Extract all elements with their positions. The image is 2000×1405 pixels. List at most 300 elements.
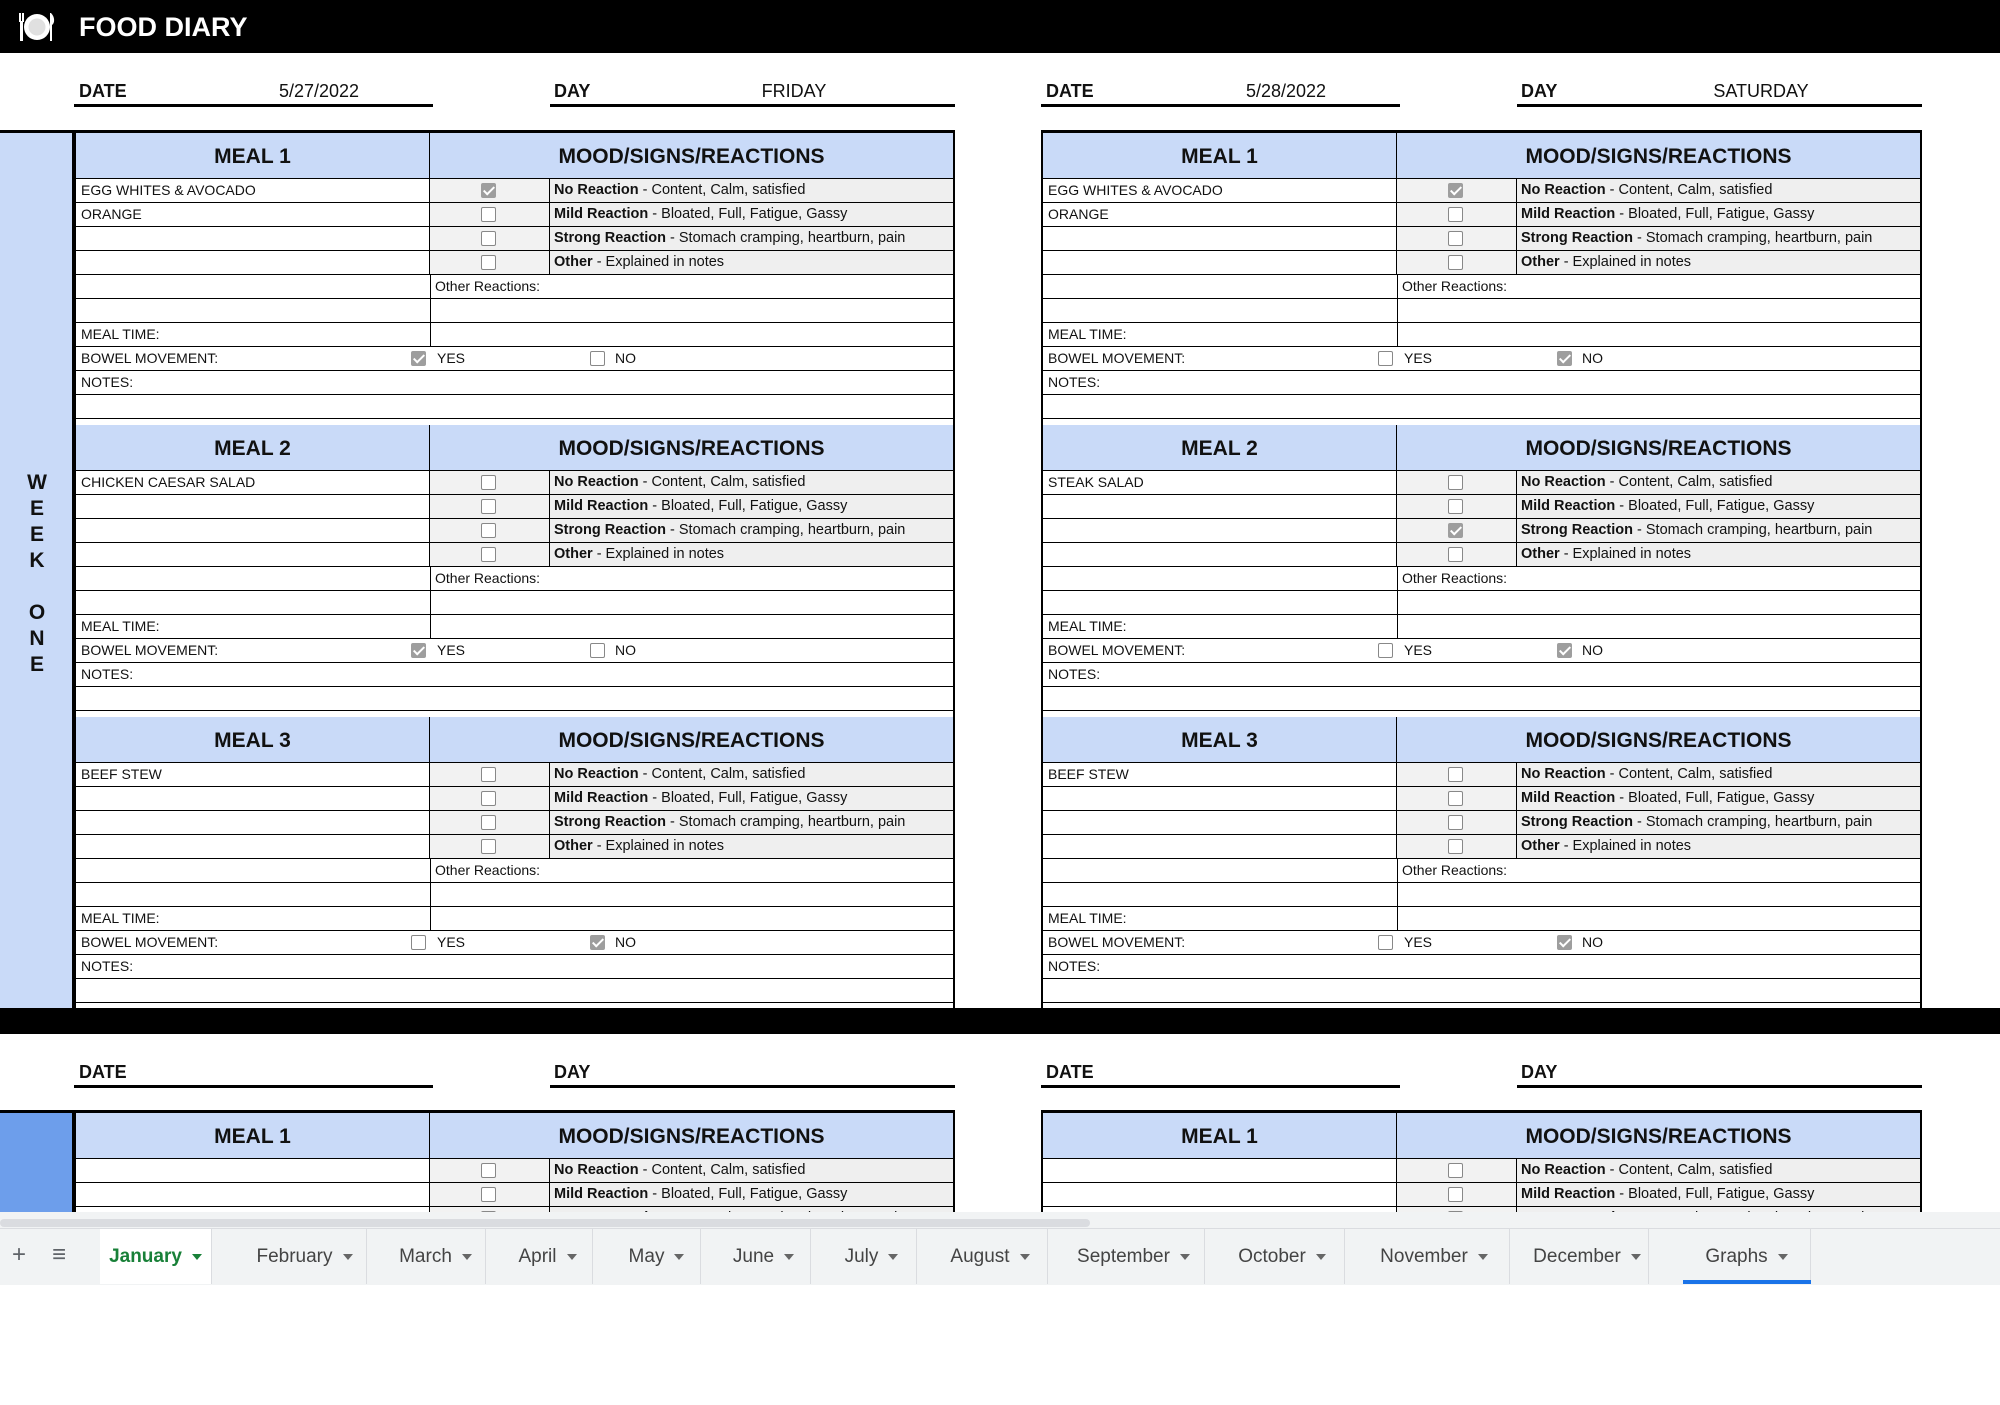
food-cell[interactable]	[76, 787, 430, 810]
week-label-letter: N	[29, 627, 45, 650]
bowel-no-label: NO	[1582, 642, 1603, 658]
column-divider	[430, 323, 431, 346]
notes-label: NOTES:	[81, 958, 134, 974]
other-reactions-row	[76, 567, 953, 591]
reaction-title: No Reaction	[554, 182, 639, 198]
reaction-checkbox-cell	[430, 251, 550, 274]
column-divider	[1397, 615, 1398, 638]
food-cell[interactable]	[1043, 835, 1397, 858]
sheet-tab-february[interactable]	[243, 1229, 367, 1284]
reaction-checkbox[interactable]	[1448, 839, 1463, 854]
sheet-tab-september[interactable]	[1063, 1229, 1205, 1284]
reaction-checkbox-cell	[1397, 835, 1517, 858]
meal-title: MEAL 1	[1043, 1113, 1397, 1159]
sheet-tab-label: March	[399, 1246, 452, 1267]
reaction-detail: - Bloated, Full, Fatigue, Gassy	[648, 498, 848, 514]
reaction-title: Mild Reaction	[1521, 1186, 1616, 1202]
bowel-yes-checkbox[interactable]	[1378, 935, 1393, 950]
reaction-checkbox-cell	[430, 203, 550, 226]
reaction-checkbox[interactable]	[1448, 207, 1463, 222]
bowel-no-checkbox[interactable]	[1557, 351, 1572, 366]
column-divider	[1397, 275, 1398, 298]
notes-label: NOTES:	[1048, 958, 1101, 974]
sheet-tab-december[interactable]	[1526, 1229, 1649, 1284]
reaction-description	[550, 471, 953, 494]
meal-time-row[interactable]	[1043, 615, 1920, 639]
reaction-checkbox[interactable]	[481, 499, 496, 514]
plus-icon[interactable]: +	[11, 1241, 26, 1268]
reaction-detail: - Explained in notes	[592, 838, 725, 854]
app-header	[0, 0, 2000, 53]
column-divider	[1397, 299, 1398, 322]
reaction-checkbox-cell	[1397, 227, 1517, 250]
date-label: DATE	[1046, 1062, 1094, 1082]
reaction-detail: - Bloated, Full, Fatigue, Gassy	[648, 206, 848, 222]
date-label: DATE	[1046, 81, 1094, 101]
reaction-row	[76, 227, 953, 251]
food-cell[interactable]	[76, 835, 430, 858]
reaction-detail: - Content, Calm, satisfied	[1605, 766, 1773, 782]
reaction-checkbox-cell	[430, 227, 550, 250]
day-value[interactable]: FRIDAY	[761, 81, 827, 101]
reaction-checkbox-cell	[1397, 495, 1517, 518]
reaction-checkbox[interactable]	[481, 1163, 496, 1178]
reaction-checkbox[interactable]	[481, 815, 496, 830]
reaction-checkbox[interactable]	[481, 839, 496, 854]
reaction-checkbox-cell	[1397, 543, 1517, 566]
food-cell[interactable]	[1043, 495, 1397, 518]
reaction-detail: - Stomach cramping, heartburn, pain	[1632, 230, 1873, 246]
reaction-description	[1517, 179, 1920, 202]
food-cell[interactable]	[1043, 787, 1397, 810]
reaction-row	[76, 519, 953, 543]
reaction-detail: - Content, Calm, satisfied	[638, 766, 806, 782]
notes-input-row[interactable]	[76, 979, 953, 1003]
reaction-description	[550, 519, 953, 542]
reaction-title: Mild Reaction	[1521, 790, 1616, 806]
reaction-detail: - Bloated, Full, Fatigue, Gassy	[1615, 498, 1815, 514]
reaction-checkbox[interactable]	[1448, 523, 1463, 538]
week-label-bar	[0, 1110, 74, 1212]
food-cell[interactable]: BEEF STEW	[1043, 763, 1397, 786]
reaction-title: No Reaction	[1521, 1162, 1606, 1178]
reaction-checkbox[interactable]	[1448, 475, 1463, 490]
reaction-checkbox[interactable]	[1448, 231, 1463, 246]
mood-header: MOOD/SIGNS/REACTIONS	[1397, 1113, 1920, 1159]
other-reactions-label: Other Reactions:	[1402, 862, 1508, 878]
mood-header: MOOD/SIGNS/REACTIONS	[430, 425, 953, 471]
sheet-tab-label: December	[1533, 1246, 1621, 1267]
bowel-no-checkbox[interactable]	[590, 935, 605, 950]
notes-input-row[interactable]	[76, 687, 953, 711]
reaction-checkbox[interactable]	[481, 523, 496, 538]
column-divider	[1397, 907, 1398, 930]
reaction-checkbox[interactable]	[1448, 499, 1463, 514]
meal-time-row[interactable]	[1043, 323, 1920, 347]
sheet-tab-october[interactable]	[1220, 1229, 1345, 1284]
reaction-row	[76, 203, 953, 227]
bowel-movement-row	[76, 347, 953, 371]
week-label-bar	[0, 130, 74, 1008]
sheet-tab-label: May	[628, 1246, 665, 1267]
meal-time-row[interactable]	[1043, 907, 1920, 931]
reaction-checkbox-cell	[1397, 811, 1517, 834]
reaction-checkbox-cell	[430, 835, 550, 858]
reaction-description	[550, 811, 953, 834]
reaction-row	[76, 179, 953, 203]
reaction-title: Strong Reaction	[1521, 522, 1633, 538]
food-cell[interactable]	[1043, 1159, 1397, 1182]
bowel-movement-row	[1043, 639, 1920, 663]
bowel-yes-checkbox[interactable]	[1378, 643, 1393, 658]
notes-input-row[interactable]	[1043, 979, 1920, 1003]
reaction-description	[1517, 495, 1920, 518]
chevron-down-icon[interactable]	[462, 1254, 472, 1260]
day-label: DAY	[1521, 1062, 1558, 1082]
reaction-row	[76, 251, 953, 275]
reaction-detail: - Bloated, Full, Fatigue, Gassy	[648, 790, 848, 806]
other-reactions-label: Other Reactions:	[1402, 570, 1508, 586]
reaction-row	[1043, 471, 1920, 495]
reaction-title: Strong Reaction	[1521, 230, 1633, 246]
reaction-row	[1043, 251, 1920, 275]
chevron-down-icon[interactable]	[1631, 1254, 1641, 1260]
sheet-tab-label: Graphs	[1705, 1246, 1768, 1267]
reaction-row	[1043, 811, 1920, 835]
bowel-yes-checkbox[interactable]	[1378, 351, 1393, 366]
reaction-title: No Reaction	[1521, 182, 1606, 198]
sheet-tab-august[interactable]	[933, 1229, 1048, 1284]
reaction-checkbox[interactable]	[481, 255, 496, 270]
bowel-yes-checkbox[interactable]	[411, 643, 426, 658]
notes-row[interactable]	[76, 955, 953, 979]
food-cell[interactable]	[76, 251, 430, 274]
sheet-tab-april[interactable]	[503, 1229, 593, 1284]
food-cell[interactable]: BEEF STEW	[76, 763, 430, 786]
chevron-down-icon[interactable]	[567, 1254, 577, 1260]
all-sheets-list-icon[interactable]: ≡	[51, 1241, 66, 1268]
reaction-checkbox[interactable]	[481, 475, 496, 490]
reaction-detail: - Content, Calm, satisfied	[638, 182, 806, 198]
horizontal-scrollbar[interactable]	[0, 1219, 1090, 1227]
bowel-yes-label: YES	[437, 642, 466, 658]
reaction-checkbox[interactable]	[1448, 255, 1463, 270]
date-value[interactable]: 5/28/2022	[1245, 81, 1327, 101]
reaction-detail: - Explained in notes	[592, 546, 725, 562]
reaction-description	[1517, 203, 1920, 226]
reaction-checkbox[interactable]	[1448, 1187, 1463, 1202]
reaction-checkbox-cell	[430, 811, 550, 834]
date-label: DATE	[79, 1062, 127, 1082]
other-reactions-input-row[interactable]	[1043, 299, 1920, 323]
meal-title: MEAL 2	[1043, 425, 1397, 471]
day-panel	[1041, 130, 1922, 1008]
food-cell[interactable]	[76, 1183, 430, 1206]
food-cell[interactable]	[76, 1159, 430, 1182]
meal-block	[76, 717, 953, 1009]
column-divider	[1397, 567, 1398, 590]
reaction-description	[550, 1159, 953, 1182]
reaction-detail: - Content, Calm, satisfied	[638, 1162, 806, 1178]
day-label: DAY	[554, 81, 591, 101]
week-label-letter: E	[29, 523, 44, 546]
food-cell[interactable]	[1043, 519, 1397, 542]
reaction-checkbox[interactable]	[481, 767, 496, 782]
notes-row[interactable]	[1043, 371, 1920, 395]
reaction-checkbox-cell	[1397, 1159, 1517, 1182]
food-cell[interactable]	[1043, 543, 1397, 566]
reaction-row	[76, 835, 953, 859]
food-cell[interactable]: ORANGE	[1043, 203, 1397, 226]
reaction-detail: - Content, Calm, satisfied	[1605, 474, 1773, 490]
bowel-no-checkbox[interactable]	[1557, 643, 1572, 658]
notes-input-row[interactable]	[1043, 395, 1920, 419]
notes-row[interactable]	[1043, 955, 1920, 979]
other-reactions-input-row[interactable]	[76, 299, 953, 323]
reaction-row	[1043, 519, 1920, 543]
food-cell[interactable]: EGG WHITES & AVOCADO	[1043, 179, 1397, 202]
reaction-checkbox-cell	[430, 495, 550, 518]
mood-header: MOOD/SIGNS/REACTIONS	[1397, 133, 1920, 179]
other-reactions-input-row[interactable]	[76, 591, 953, 615]
reaction-detail: - Explained in notes	[1559, 254, 1692, 270]
food-cell[interactable]: STEAK SALAD	[1043, 471, 1397, 494]
meal-time-row[interactable]	[76, 615, 953, 639]
reaction-description	[1517, 763, 1920, 786]
reaction-checkbox[interactable]	[481, 183, 496, 198]
meal-time-label: MEAL TIME:	[1048, 618, 1127, 634]
date-value[interactable]: 5/27/2022	[278, 81, 360, 101]
reaction-title: Other	[554, 838, 593, 854]
food-cell[interactable]	[1043, 251, 1397, 274]
meal-block	[76, 425, 953, 717]
week-divider	[0, 1008, 2000, 1034]
other-reactions-input-row[interactable]	[76, 883, 953, 907]
sheet-tab-graphs[interactable]	[1683, 1229, 1811, 1284]
reaction-row	[76, 1183, 953, 1207]
reaction-description	[1517, 835, 1920, 858]
reaction-description	[1517, 543, 1920, 566]
meal-title: MEAL 2	[76, 425, 430, 471]
bowel-yes-label: YES	[437, 934, 466, 950]
reaction-checkbox[interactable]	[481, 1187, 496, 1202]
reaction-checkbox-cell	[430, 519, 550, 542]
date-underline	[74, 104, 433, 107]
mood-header: MOOD/SIGNS/REACTIONS	[1397, 425, 1920, 471]
reaction-checkbox-cell	[1397, 179, 1517, 202]
other-reactions-label: Other Reactions:	[1402, 278, 1508, 294]
bowel-yes-label: YES	[1404, 642, 1433, 658]
food-cell[interactable]: CHICKEN CAESAR SALAD	[76, 471, 430, 494]
reaction-row	[76, 543, 953, 567]
reaction-title: Other	[1521, 254, 1560, 270]
food-cell[interactable]	[1043, 811, 1397, 834]
sheet-tab-label: February	[256, 1246, 333, 1267]
reaction-checkbox[interactable]	[1448, 547, 1463, 562]
reaction-title: Strong Reaction	[554, 814, 666, 830]
column-divider	[430, 299, 431, 322]
food-cell[interactable]	[76, 543, 430, 566]
food-cell[interactable]	[76, 519, 430, 542]
reaction-detail: - Bloated, Full, Fatigue, Gassy	[648, 1186, 848, 1202]
reaction-checkbox[interactable]	[1448, 815, 1463, 830]
reaction-checkbox[interactable]	[481, 547, 496, 562]
notes-row[interactable]	[1043, 663, 1920, 687]
column-divider	[1397, 859, 1398, 882]
notes-row[interactable]	[76, 371, 953, 395]
sheet-tab-june[interactable]	[717, 1229, 811, 1284]
chevron-down-icon[interactable]	[674, 1254, 684, 1260]
reaction-row	[76, 811, 953, 835]
chevron-down-icon[interactable]	[192, 1254, 202, 1260]
sheet-tab-label: April	[518, 1246, 557, 1267]
reaction-checkbox-cell	[1397, 471, 1517, 494]
food-cell[interactable]	[76, 227, 430, 250]
reaction-checkbox-cell	[430, 1183, 550, 1206]
other-reactions-row	[76, 859, 953, 883]
reaction-detail: - Stomach cramping, heartburn, pain	[1632, 522, 1873, 538]
other-reactions-label: Other Reactions:	[435, 278, 541, 294]
chevron-down-icon[interactable]	[784, 1254, 794, 1260]
sheet-tab-label: November	[1380, 1246, 1468, 1267]
column-divider	[430, 615, 431, 638]
reaction-checkbox[interactable]	[1448, 791, 1463, 806]
meal-title: MEAL 1	[1043, 133, 1397, 179]
reaction-row	[1043, 787, 1920, 811]
plate-fork-knife-icon	[17, 9, 57, 45]
reaction-description	[550, 495, 953, 518]
other-reactions-input-row[interactable]	[1043, 591, 1920, 615]
other-reactions-row	[1043, 275, 1920, 299]
reaction-title: Strong Reaction	[554, 522, 666, 538]
reaction-description	[550, 543, 953, 566]
column-divider	[430, 591, 431, 614]
chevron-down-icon[interactable]	[1020, 1254, 1030, 1260]
meal-time-row[interactable]	[76, 323, 953, 347]
sheet-tab-november[interactable]	[1359, 1229, 1510, 1284]
bowel-no-checkbox[interactable]	[1557, 935, 1572, 950]
sheet-tab-label: October	[1238, 1246, 1306, 1267]
reaction-title: Mild Reaction	[1521, 498, 1616, 514]
day-underline	[550, 104, 955, 107]
reaction-checkbox[interactable]	[1448, 183, 1463, 198]
reaction-title: No Reaction	[554, 1162, 639, 1178]
notes-input-row[interactable]	[76, 395, 953, 419]
sheet-tab-march[interactable]	[386, 1229, 486, 1284]
graphs-tab-indicator	[1683, 1280, 1811, 1284]
chevron-down-icon[interactable]	[1316, 1254, 1326, 1260]
chevron-down-icon[interactable]	[1478, 1254, 1488, 1260]
meal-title: MEAL 3	[1043, 717, 1397, 763]
bowel-yes-checkbox[interactable]	[411, 935, 426, 950]
reaction-row	[76, 763, 953, 787]
notes-row[interactable]	[76, 663, 953, 687]
chevron-down-icon[interactable]	[1778, 1254, 1788, 1260]
bowel-no-checkbox[interactable]	[590, 643, 605, 658]
food-cell[interactable]: ORANGE	[76, 203, 430, 226]
bowel-movement-row	[1043, 931, 1920, 955]
food-cell[interactable]	[76, 811, 430, 834]
reaction-description	[550, 763, 953, 786]
day-label: DAY	[554, 1062, 591, 1082]
sheet-tab-may[interactable]	[613, 1229, 701, 1284]
mood-header: MOOD/SIGNS/REACTIONS	[430, 1113, 953, 1159]
meal-time-row[interactable]	[76, 907, 953, 931]
bowel-no-label: NO	[615, 642, 636, 658]
food-cell[interactable]	[1043, 1183, 1397, 1206]
reaction-row	[76, 495, 953, 519]
reaction-row	[1043, 1159, 1920, 1183]
bowel-movement-label: BOWEL MOVEMENT:	[1048, 642, 1186, 658]
notes-label: NOTES:	[1048, 374, 1101, 390]
reaction-row	[1043, 1183, 1920, 1207]
meal-block	[1043, 425, 1920, 717]
reaction-row	[1043, 835, 1920, 859]
sheet-tab-label: June	[732, 1246, 775, 1267]
meal-time-label: MEAL TIME:	[81, 618, 160, 634]
reaction-checkbox[interactable]	[481, 207, 496, 222]
date-underline	[1041, 104, 1400, 107]
bowel-yes-checkbox[interactable]	[411, 351, 426, 366]
reaction-checkbox-cell	[430, 471, 550, 494]
date-underline	[1041, 1085, 1400, 1088]
reaction-detail: - Content, Calm, satisfied	[1605, 1162, 1773, 1178]
sheet-tab-july[interactable]	[827, 1229, 917, 1284]
other-reactions-input-row[interactable]	[1043, 883, 1920, 907]
reaction-description	[1517, 811, 1920, 834]
reaction-description	[1517, 519, 1920, 542]
reaction-detail: - Bloated, Full, Fatigue, Gassy	[1615, 790, 1815, 806]
week-label-letter: E	[29, 497, 44, 520]
reaction-checkbox[interactable]	[481, 791, 496, 806]
reaction-detail: - Explained in notes	[1559, 838, 1692, 854]
chevron-down-icon[interactable]	[1180, 1254, 1190, 1260]
food-cell[interactable]: EGG WHITES & AVOCADO	[76, 179, 430, 202]
meal-title: MEAL 1	[76, 1113, 430, 1159]
mood-header: MOOD/SIGNS/REACTIONS	[430, 717, 953, 763]
bowel-yes-label: YES	[1404, 350, 1433, 366]
reaction-detail: - Content, Calm, satisfied	[638, 474, 806, 490]
date-label: DATE	[79, 81, 127, 101]
day-panel	[74, 1110, 955, 1212]
reaction-row	[1043, 203, 1920, 227]
week-label-letter: K	[29, 549, 45, 572]
column-divider	[430, 907, 431, 930]
bowel-movement-label: BOWEL MOVEMENT:	[81, 350, 219, 366]
chevron-down-icon[interactable]	[888, 1254, 898, 1260]
day-panel	[1041, 1110, 1922, 1212]
column-divider	[430, 859, 431, 882]
reaction-checkbox[interactable]	[481, 231, 496, 246]
reaction-checkbox[interactable]	[1448, 1163, 1463, 1178]
food-cell[interactable]	[76, 495, 430, 518]
bowel-no-label: NO	[1582, 934, 1603, 950]
reaction-detail: - Explained in notes	[1559, 546, 1692, 562]
sheet-tab-january[interactable]	[100, 1229, 212, 1284]
reaction-checkbox[interactable]	[1448, 767, 1463, 782]
notes-input-row[interactable]	[1043, 687, 1920, 711]
day-value[interactable]: SATURDAY	[1713, 81, 1809, 101]
bowel-no-label: NO	[1582, 350, 1603, 366]
reaction-description	[550, 835, 953, 858]
bowel-no-checkbox[interactable]	[590, 351, 605, 366]
reaction-detail: - Content, Calm, satisfied	[1605, 182, 1773, 198]
week-label-letter: W	[27, 471, 47, 494]
day-underline	[1517, 1085, 1922, 1088]
reaction-row	[1043, 179, 1920, 203]
chevron-down-icon[interactable]	[343, 1254, 353, 1260]
food-cell[interactable]	[1043, 227, 1397, 250]
